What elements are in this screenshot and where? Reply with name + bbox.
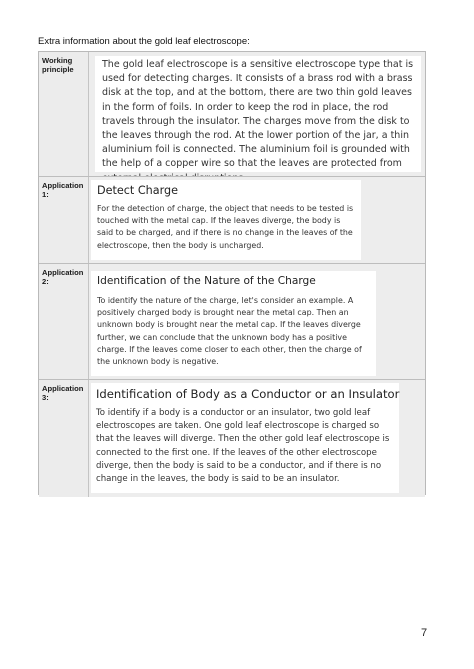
content-card [91,180,361,260]
content-card [91,383,399,493]
table-row-application-2 [39,263,425,380]
content-card [95,56,421,172]
row-label: Application 3: [39,380,89,497]
application-text: To identify the nature of the charge, let's consider an example. A positively charged body is brought near the metal cap. Then an unknown body is brought near the metal cap. If the leaves diverge further, we can conclude that the unknown body has a positive charge. If the leaves come closer to each other, then the charge of the unknown body is negative. [97,296,362,367]
page-number: 7 [421,627,428,639]
application-heading: Detect Charge [97,184,179,197]
table-row-working-principle [39,52,425,176]
application-text: For the detection of charge, the object that needs to be tested is touched with the metal cap. If the leaves diverge, the body is said to be charged, and if there is no change in the leaves of the electroscope, then the body is uncharged. [97,204,354,250]
working-principle-text: The gold leaf electroscope is a sensitive electroscope type that is used for detecting charges. It consists of a brass rod with a brass disk at the top, and at the bottom, there are two thin gold leaves in the form of foils. In order to keep the rod in place, the rod travels through the insulator. The charges move from the disk to the leaves through the rod. At the lower portion of the jar, a thin aluminium foil is connected. The aluminium foil is grounded with the help of a copper wire so that the leaves are protected from [102,59,414,170]
row-label: Working principle [39,52,89,176]
intro-text: Extra information about the gold leaf electroscope: [38,36,250,47]
table-row-application-3 [39,379,425,497]
row-content [89,52,425,176]
table-row-application-1 [39,176,425,264]
application-heading: Identification of the Nature of the Charge [97,275,316,287]
row-label: Application 1: [39,177,89,264]
row-content [89,177,425,264]
row-content [89,264,425,380]
row-label: Application 2: [39,264,89,380]
application-text: To identify if a body is a conductor or an insulator, two gold leaf electroscopes are taken. One gold leaf electroscope is charged so that the leaves will diverge. Then the other gold leaf electroscope is connected to the first one. If the leaves of the other electroscope diverge, then the body is said to be a conductor, and if there is no change in the leaves, the body is said to be an insulator. [96,408,390,485]
content-card [91,271,376,376]
info-table [38,51,426,495]
application-heading: Identification of Body as a Conductor or an Insulator [96,387,400,401]
row-content [89,380,425,497]
